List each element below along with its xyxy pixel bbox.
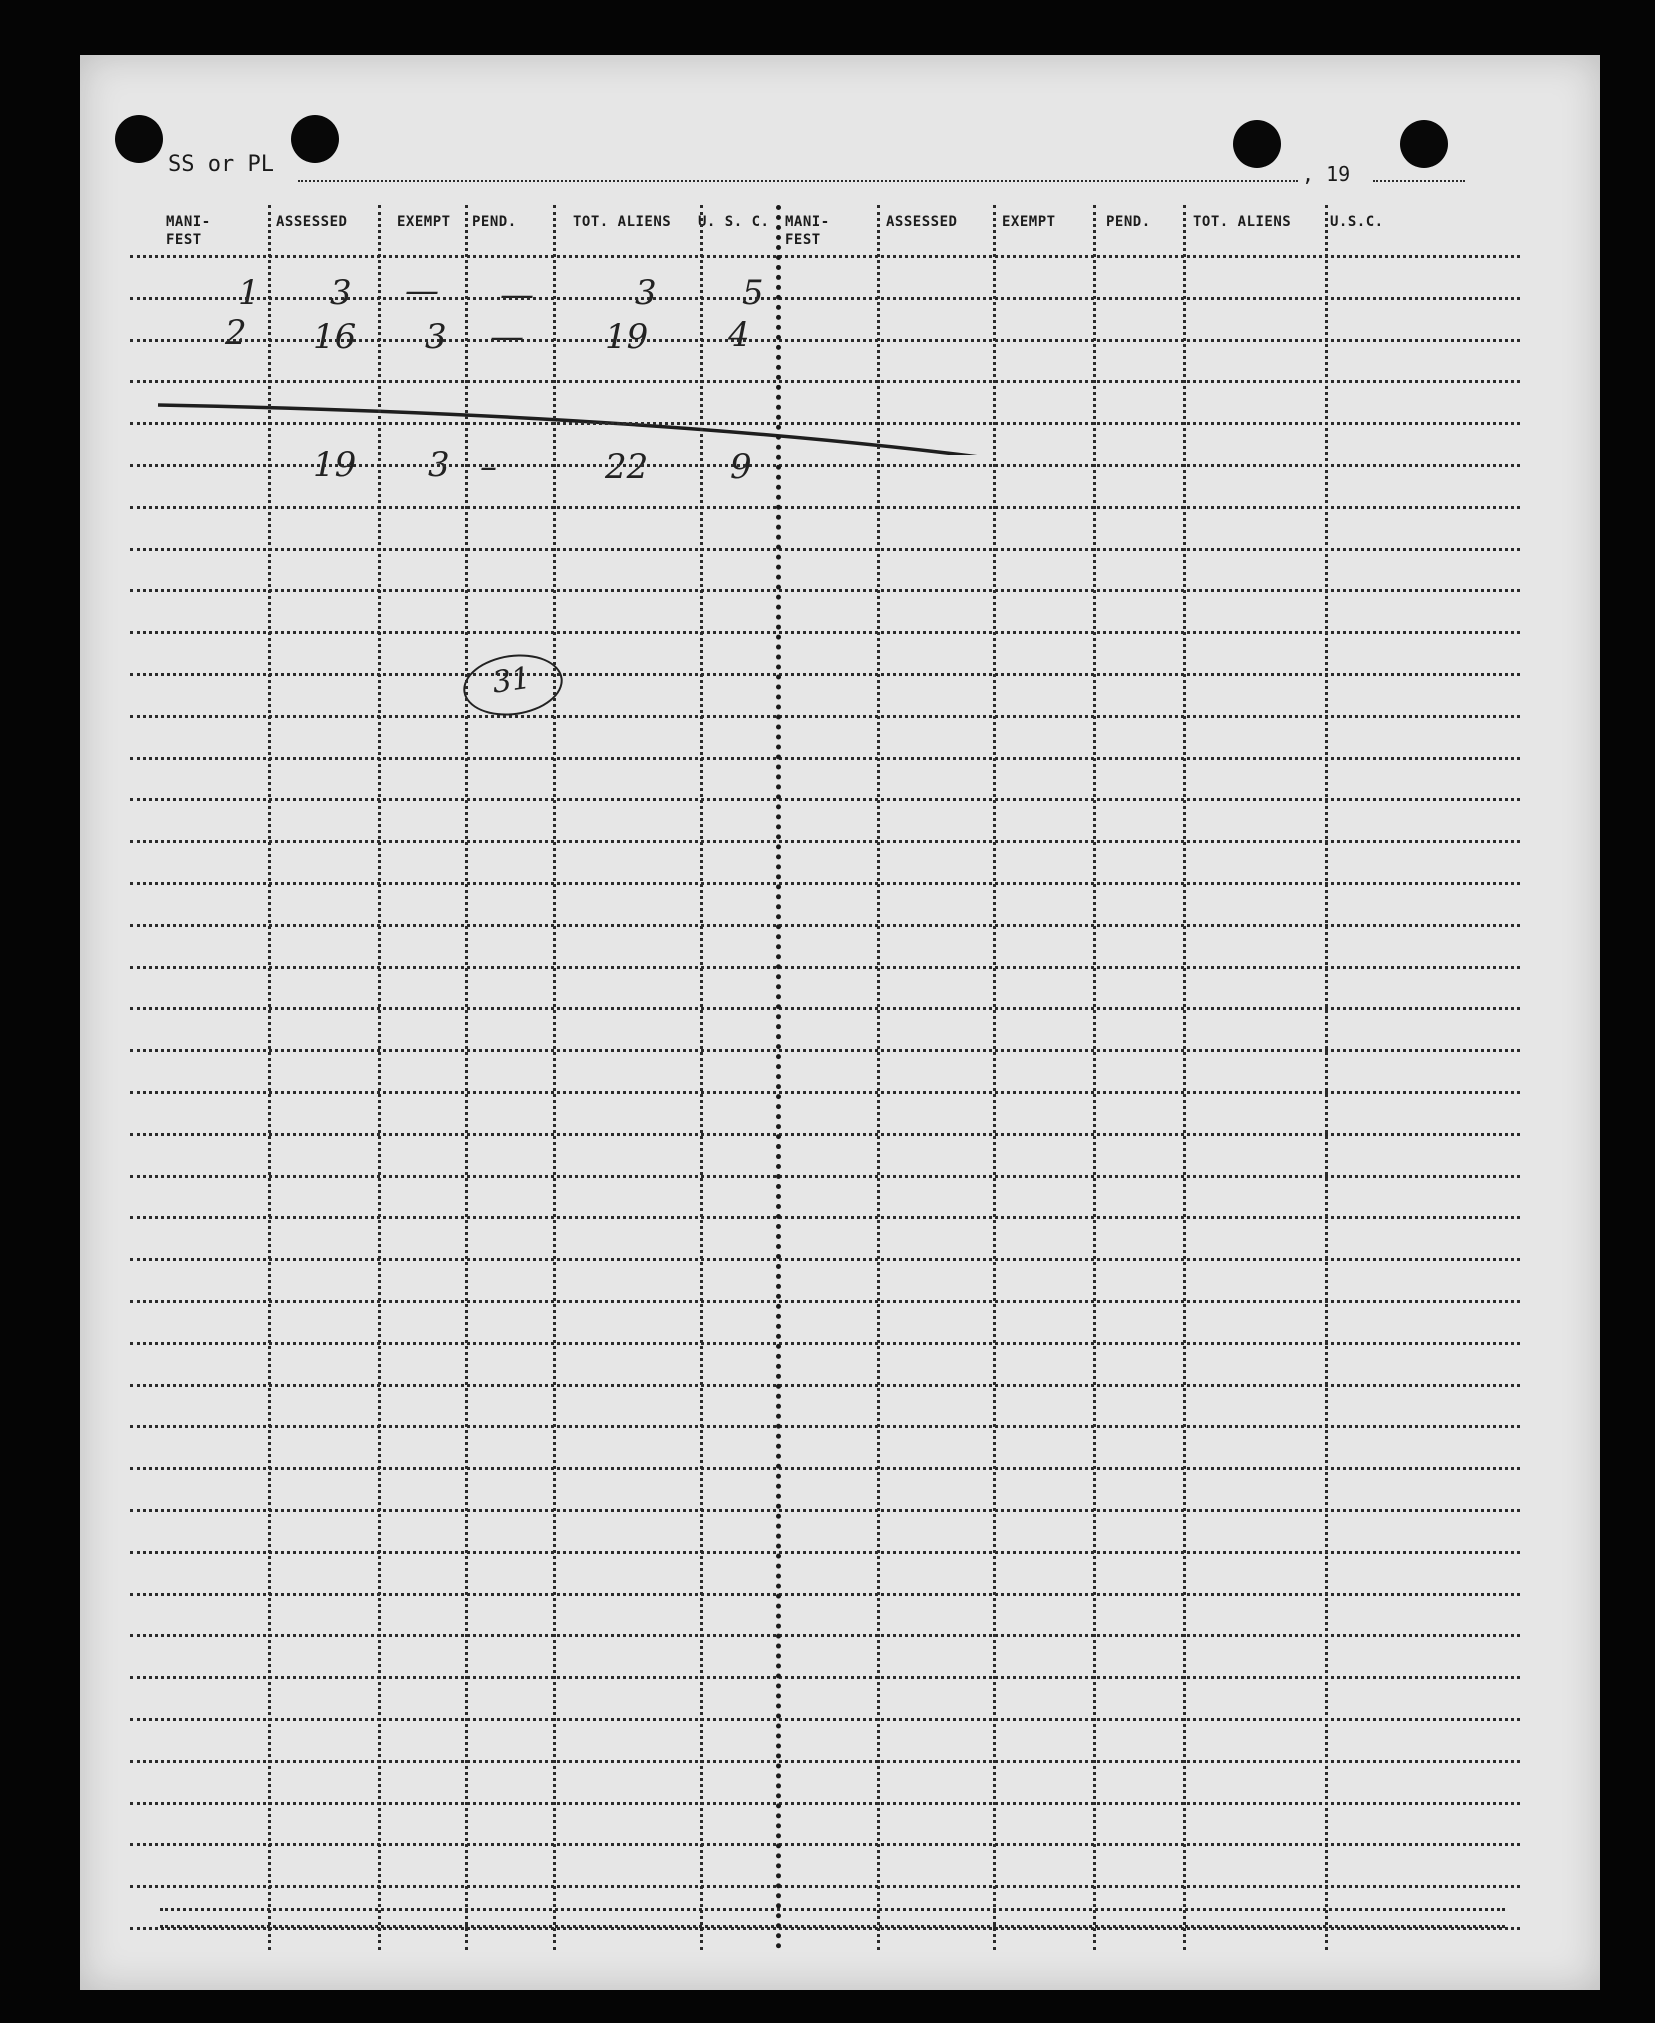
grid-row-line bbox=[130, 1342, 1520, 1345]
grid-row-line bbox=[130, 1760, 1520, 1763]
grid-row-line bbox=[130, 966, 1520, 969]
col-header-usc-right: U.S.C. bbox=[1330, 214, 1384, 230]
col-header-manifest-right: MANI- FEST bbox=[785, 214, 830, 248]
grid-row-line bbox=[130, 380, 1520, 383]
col-header-assessed-left: ASSESSED bbox=[276, 214, 348, 230]
grid-row-line bbox=[130, 1551, 1520, 1554]
ship-label: SS or PL bbox=[168, 152, 274, 177]
grid-row-line bbox=[130, 422, 1520, 425]
grid-row-line bbox=[130, 339, 1520, 342]
grid-row-line bbox=[130, 1091, 1520, 1094]
grid-row-line bbox=[130, 1843, 1520, 1846]
row2-assessed: 16 bbox=[313, 317, 357, 357]
grid-column-line bbox=[877, 205, 880, 1950]
grid-row-line bbox=[130, 589, 1520, 592]
row1-assessed: 3 bbox=[330, 273, 352, 313]
ship-name-blank bbox=[298, 180, 1298, 182]
row1-manifest: 1 bbox=[238, 273, 260, 313]
grid-row-line bbox=[130, 757, 1520, 760]
row2-manifest: 2 bbox=[225, 313, 247, 353]
grid-row-line bbox=[130, 1593, 1520, 1596]
grid-row-line bbox=[130, 548, 1520, 551]
grid-row-line bbox=[130, 297, 1520, 300]
grid-row-line bbox=[130, 715, 1520, 718]
grid-row-line bbox=[130, 924, 1520, 927]
col-header-exempt-right: EXEMPT bbox=[1002, 214, 1056, 230]
total-assessed: 19 bbox=[313, 445, 357, 485]
grid-row-line bbox=[130, 673, 1520, 676]
col-header-exempt-left: EXEMPT bbox=[397, 214, 451, 230]
grid-row-line bbox=[130, 1384, 1520, 1387]
grid-row-line bbox=[130, 1885, 1520, 1888]
row1-exempt: — bbox=[405, 271, 439, 311]
grid-center-divider bbox=[776, 205, 781, 1950]
total-usc: 9 bbox=[730, 447, 752, 487]
grid-row-line bbox=[130, 840, 1520, 843]
total-exempt: 3 bbox=[428, 445, 450, 485]
year-label: , 19 bbox=[1302, 162, 1351, 186]
grid-row-line bbox=[130, 1425, 1520, 1428]
punch-hole-4 bbox=[1400, 120, 1448, 168]
grid-row-line bbox=[130, 255, 1520, 258]
grid-row-line bbox=[130, 506, 1520, 509]
total-tot-aliens: 22 bbox=[605, 447, 649, 487]
grid-row-line bbox=[130, 631, 1520, 634]
row1-tot-aliens: 3 bbox=[635, 273, 657, 313]
grid-row-line bbox=[130, 882, 1520, 885]
punch-hole-2 bbox=[291, 115, 339, 163]
grid-row-line bbox=[130, 1007, 1520, 1010]
grid-column-line bbox=[1183, 205, 1186, 1950]
grid-column-line bbox=[268, 205, 271, 1950]
grid-row-line bbox=[130, 1634, 1520, 1637]
year-blank bbox=[1373, 180, 1465, 182]
grid-row-line bbox=[130, 1258, 1520, 1261]
grid-column-line bbox=[993, 205, 996, 1950]
row2-exempt: 3 bbox=[425, 317, 447, 357]
grid-bottom-line bbox=[160, 1908, 1505, 1911]
form-sheet bbox=[80, 55, 1600, 1990]
row2-tot-aliens: 19 bbox=[605, 317, 649, 357]
col-header-pend-left: PEND. bbox=[472, 214, 517, 230]
circled-note-value: 31 bbox=[490, 660, 533, 701]
row1-pend: — bbox=[500, 275, 534, 315]
grid-row-line bbox=[130, 1049, 1520, 1052]
col-header-assessed-right: ASSESSED bbox=[886, 214, 958, 230]
row2-usc: 4 bbox=[728, 315, 750, 355]
grid-column-line bbox=[465, 205, 468, 1950]
grid-row-line bbox=[130, 1216, 1520, 1219]
col-header-pend-right: PEND. bbox=[1106, 214, 1151, 230]
grid-row-line bbox=[130, 1676, 1520, 1679]
grid-row-line bbox=[130, 1802, 1520, 1805]
grid-column-line bbox=[553, 205, 556, 1950]
grid-row-line bbox=[130, 1300, 1520, 1303]
grid-row-line bbox=[130, 464, 1520, 467]
punch-hole-3 bbox=[1233, 120, 1281, 168]
grid-column-line bbox=[1093, 205, 1096, 1950]
total-pend: – bbox=[480, 447, 497, 487]
grid-row-line bbox=[130, 1133, 1520, 1136]
row1-usc: 5 bbox=[742, 273, 764, 313]
col-header-manifest-left: MANI- FEST bbox=[166, 214, 211, 248]
row2-pend: — bbox=[490, 317, 524, 357]
grid-column-line bbox=[378, 205, 381, 1950]
col-header-tot-aliens-left: TOT. ALIENS bbox=[573, 214, 672, 230]
punch-hole-1 bbox=[115, 115, 163, 163]
circled-note bbox=[459, 648, 566, 721]
grid-row-line bbox=[130, 1467, 1520, 1470]
grid-row-line bbox=[130, 798, 1520, 801]
col-header-tot-aliens-right: TOT. ALIENS bbox=[1193, 214, 1292, 230]
grid-column-line bbox=[1325, 205, 1328, 1950]
grid-column-line bbox=[700, 205, 703, 1950]
grid-row-line bbox=[130, 1718, 1520, 1721]
grid-row-line bbox=[130, 1509, 1520, 1512]
grid-row-line bbox=[130, 1175, 1520, 1178]
col-header-usc-left: U. S. C. bbox=[698, 214, 770, 230]
grid-bottom-line bbox=[160, 1925, 1505, 1928]
